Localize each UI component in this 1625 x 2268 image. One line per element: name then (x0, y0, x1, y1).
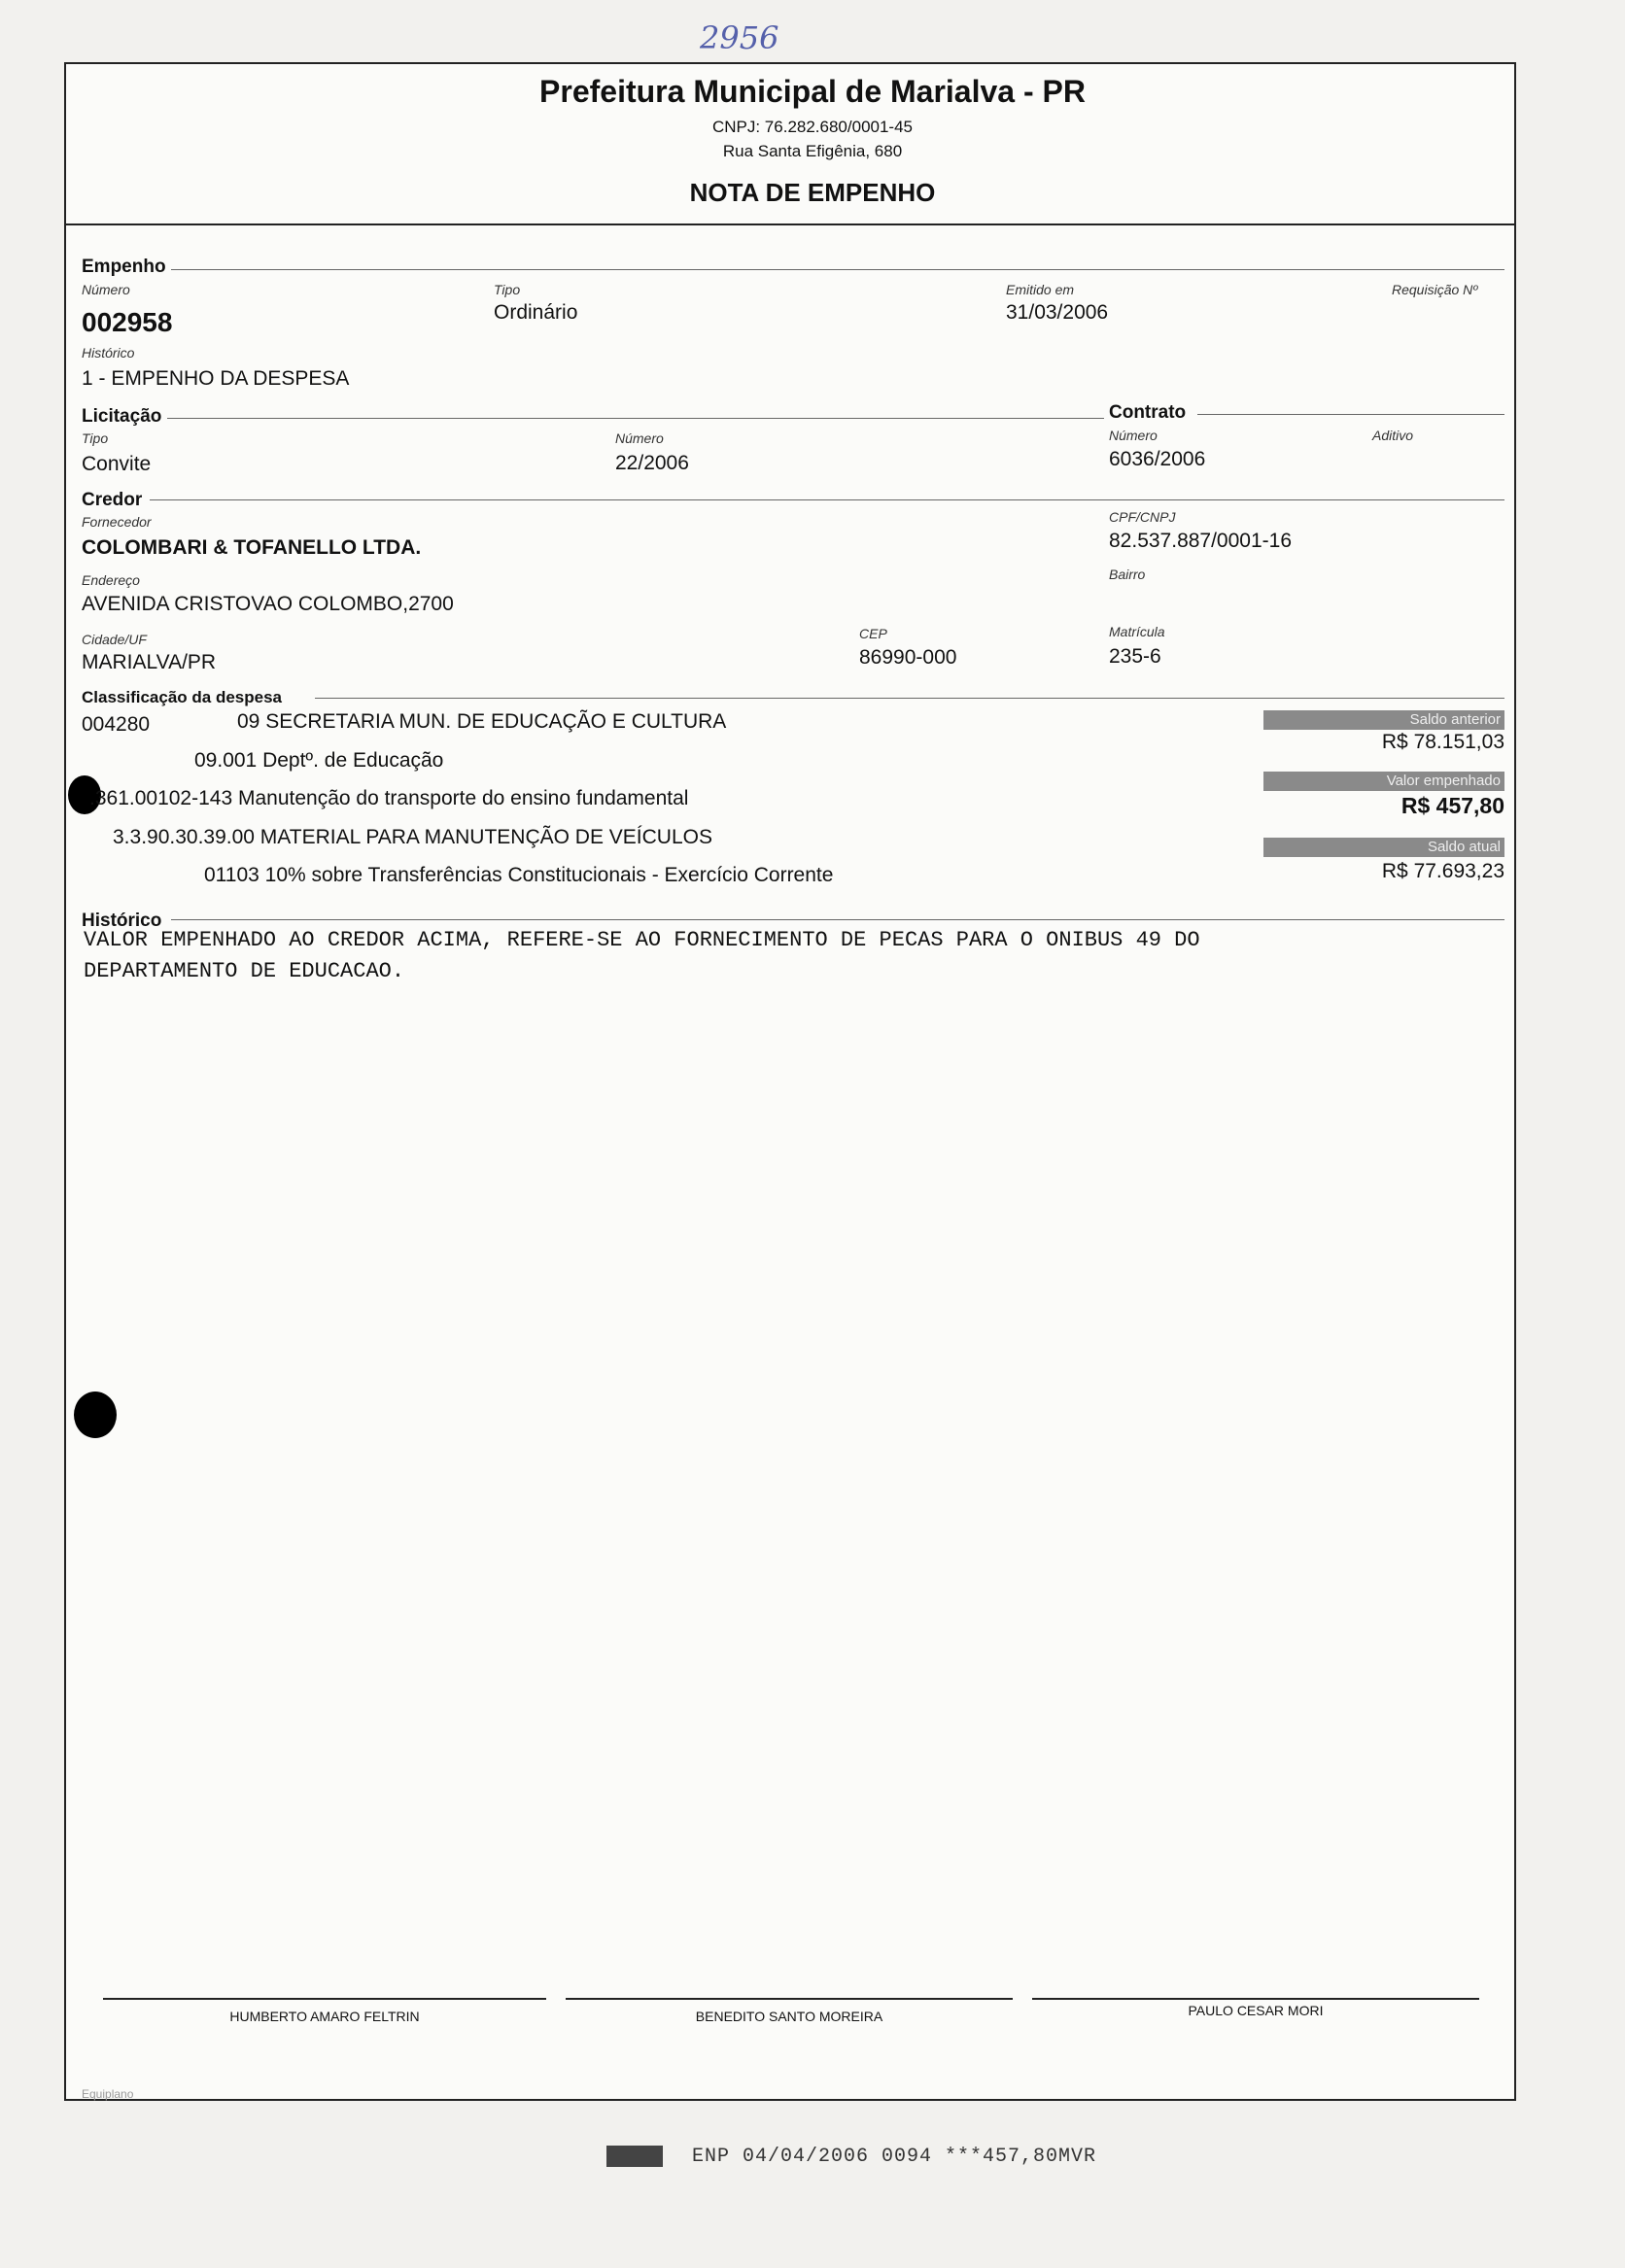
section-empenho: Empenho (82, 257, 166, 277)
historico-line-2: DEPARTAMENTO DE EDUCACAO. (84, 959, 405, 983)
contrato-rule (1197, 414, 1504, 415)
licitacao-tipo-label: Tipo (82, 430, 109, 446)
cep-label: CEP (859, 626, 887, 641)
emitido-date: 31/03/2006 (1006, 301, 1109, 324)
signature-name-2: BENEDITO SANTO MOREIRA (695, 2009, 883, 2024)
section-classificacao: Classificação da despesa (82, 688, 283, 706)
fornecedor-name: COLOMBARI & TOFANELLO LTDA. (82, 536, 422, 559)
org-cnpj: CNPJ: 76.282.680/0001-45 (711, 118, 914, 136)
empenho-numero-label: Número (82, 282, 130, 297)
bank-authentication-stamp: ENP 04/04/2006 0094 ***457,80MVR (692, 2146, 1097, 2168)
header-divider (64, 223, 1514, 225)
document-title: NOTA DE EMPENHO (689, 178, 936, 207)
matricula: 235-6 (1109, 645, 1161, 668)
signature-line-3 (1032, 1998, 1479, 2000)
bank-logo-icon (606, 2146, 663, 2167)
cidade-label: Cidade/UF (82, 632, 147, 647)
cpf-cnpj-label: CPF/CNPJ (1109, 509, 1176, 525)
valor-empenhado-value: R$ 457,80 (1400, 793, 1504, 818)
cpf-cnpj: 82.537.887/0001-16 (1109, 530, 1293, 552)
classificacao-rule (315, 698, 1504, 699)
signature-line-1 (103, 1998, 546, 2000)
saldo-atual-label: Saldo atual (1263, 838, 1504, 857)
matricula-label: Matrícula (1109, 624, 1165, 639)
historico-rule (171, 919, 1504, 920)
endereco: AVENIDA CRISTOVAO COLOMBO,2700 (82, 593, 454, 615)
saldo-anterior-value: R$ 78.151,03 (1381, 731, 1504, 753)
signature-name-1: HUMBERTO AMARO FELTRIN (229, 2009, 420, 2024)
bairro-label: Bairro (1109, 567, 1146, 582)
section-credor: Credor (82, 490, 143, 510)
empenho-historico-label: Histórico (82, 345, 135, 361)
section-contrato: Contrato (1109, 402, 1187, 423)
historico-line-1: VALOR EMPENHADO AO CREDOR ACIMA, REFERE-SE AO FORNECIMENTO DE PECAS PARA O ONIBUS 49 DO (84, 928, 1200, 952)
classificacao-code: 004280 (82, 713, 151, 736)
classificacao-funcional: .361.00102-143 Manutenção do transporte do ensino fundamental (89, 787, 689, 809)
emitido-label: Emitido em (1006, 282, 1075, 297)
contrato-numero-label: Número (1109, 428, 1158, 443)
empenho-tipo: Ordinário (494, 301, 578, 324)
empenho-tipo-label: Tipo (494, 282, 521, 297)
section-licitacao: Licitação (82, 406, 162, 427)
signature-name-3: PAULO CESAR MORI (1188, 2003, 1324, 2018)
section-historico: Histórico (82, 911, 162, 931)
cep: 86990-000 (859, 646, 957, 669)
signature-line-2 (566, 1998, 1013, 2000)
fornecedor-label: Fornecedor (82, 514, 152, 530)
saldo-anterior-label: Saldo anterior (1263, 710, 1504, 730)
contrato-aditivo-label: Aditivo (1372, 428, 1414, 443)
credor-rule (150, 499, 1504, 500)
org-address: Rua Santa Efigênia, 680 (722, 142, 903, 160)
empenho-historico: 1 - EMPENHO DA DESPESA (82, 367, 350, 390)
classificacao-unidade: 09.001 Deptº. de Educação (194, 749, 444, 772)
valor-empenhado-label: Valor empenhado (1263, 772, 1504, 791)
saldo-atual-value: R$ 77.693,23 (1381, 860, 1504, 882)
licitacao-numero-label: Número (615, 430, 664, 446)
handwritten-page-number: 2956 (700, 19, 779, 56)
endereco-label: Endereço (82, 572, 140, 588)
cidade: MARIALVA/PR (82, 651, 217, 673)
punch-hole-mark (74, 1392, 117, 1438)
licitacao-numero: 22/2006 (615, 452, 689, 474)
software-label: Equiplano (82, 2087, 134, 2101)
classificacao-orgao: 09 SECRETARIA MUN. DE EDUCAÇÃO E CULTURA (237, 710, 727, 733)
requisicao-label: Requisição Nº (1392, 282, 1478, 297)
classificacao-fonte: 01103 10% sobre Transferências Constitucionais - Exercício Corrente (204, 864, 834, 886)
contrato-numero: 6036/2006 (1109, 448, 1206, 470)
licitacao-tipo: Convite (82, 453, 152, 475)
classificacao-elemento: 3.3.90.30.39.00 MATERIAL PARA MANUTENÇÃO DE VEÍCULOS (113, 826, 712, 848)
empenho-numero: 002958 (82, 307, 173, 337)
licitacao-rule (167, 418, 1104, 419)
empenho-rule (171, 269, 1504, 270)
org-name: Prefeitura Municipal de Marialva - PR (539, 74, 1086, 109)
